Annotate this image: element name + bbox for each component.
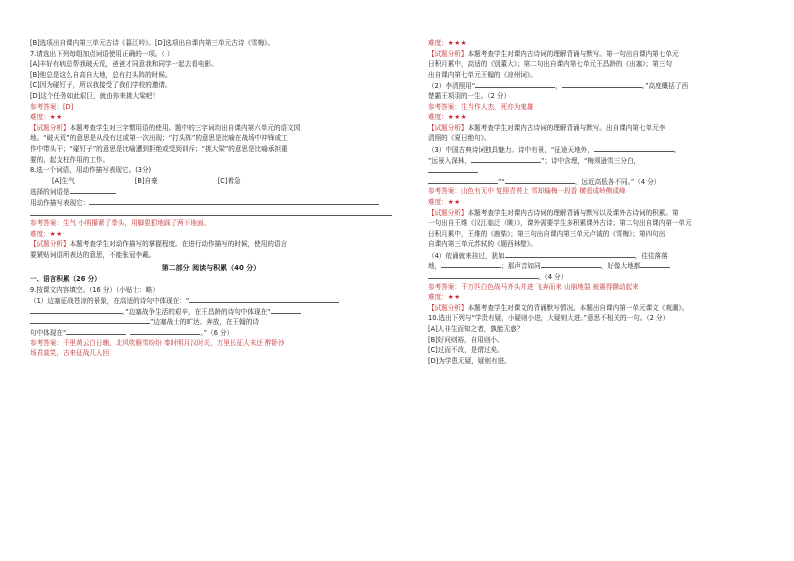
question-7: 7.请选出下列每组加点词语使用正确的一项。（ ） [30, 49, 174, 58]
analysis-3-line3: 日积月累中，王维的《鹿柴》；第三句出自课内第三单元卢钺的《雪梅》；第四句出 [428, 229, 666, 238]
q10-option-c: [C]过而不改，是谓过矣。 [428, 346, 504, 355]
question-9: 9.按课文内容填空。（16 分）（小贴士：略） [30, 285, 159, 294]
q9-part1: （1）边塞征战苍凉的景象，在高适的诗句中体现在：“ [30, 295, 392, 306]
analysis-2-line2: 清照的《夏日绝句》。 [428, 134, 491, 143]
analysis-3-line4: 自课内第三单元苏轼的《题西林壁》。 [428, 240, 537, 249]
section-one-heading: 一、语言积累（26 分） [30, 275, 101, 284]
answer-8: 参考答案：生气 小明攥紧了拳头，用脚狠狠地踩了两下地面。 [30, 219, 211, 228]
q9-part2-cont: 楚霸王项羽的一生。（2 分） [428, 91, 511, 100]
choice-line: 选择的词语是 [30, 186, 392, 197]
difficulty-2: 难度：★★★ [428, 113, 468, 122]
question-10: 10.选出下列与“学贵有疑，小疑则小进，大疑则大进。”意思不相关的一句。（2 分） [428, 314, 670, 323]
analysis-3-line2: 一句出自王维《汉江临泛（眺）》，课外需要学生多积累课外古诗；第二句出自课内第一单元 [428, 219, 692, 228]
q10-option-a: [A]人非生而知之者，孰能无惑？ [428, 325, 524, 334]
analysis-7-line4: 要的、起支柱作用的工作。 [30, 155, 110, 164]
difficulty-a: 难度：★★★ [428, 39, 468, 47]
q9-part4-cont: 地， ；那声音如同 ，好像大地都 [428, 260, 768, 271]
left-column [30, 38, 392, 359]
analysis-7-line1: 【试题分析】本题考查学生对三字惯用语的使用。题中的三字词均出自课内第六单元的语文园 [30, 123, 301, 132]
analysis-2-line1: 【试题分析】本题考查学生对课内古诗词的理解背诵与默写。出自课内第七单元李 [428, 123, 666, 132]
option-anxious: [C]着急 [217, 176, 241, 185]
analysis-8-line1: 【试题分析】本题考查学生对动作描写的掌握程度。在进行动作描写的时候，使用的语言 [30, 240, 288, 249]
analysis-a-line3: 出自课内第七单元王翰的《凉州词》。 [428, 70, 537, 79]
answer-4: 参考答案：千万匹白色战马齐头并进 飞奔而来 山崩地裂 被震得颤动起来 [428, 282, 639, 291]
analysis-8-line2: 要紧贴词语所表达的意思，不能张冠李戴。 [30, 250, 156, 259]
q9-part3-cont2: ”“ ，远近高低各不同。”（4 分） [428, 176, 768, 187]
answer-2: 参考答案：生当作人杰，死亦为鬼雄 [428, 102, 534, 111]
option-proud: [B]自豪 [134, 176, 158, 185]
option-d: [D]这个任务如此艰巨，就由你来挑大梁吧！ [30, 91, 159, 100]
question-8: 8.选一个词语，用动作描写表现它。(3分) [30, 166, 152, 175]
answer-7: 参考答案：[D] [30, 102, 74, 111]
answer-9-line2: 场君莫笑，古来征战几人回 [30, 349, 110, 358]
analysis-7-line2: 地。“破天荒”的意思是从没有过或第一次出现；“打头阵”的意思是比喻在战场中冲锋或工 [30, 134, 288, 143]
q9-part4: （4）依诵就来挂过，犹如 ，往往落落 [428, 251, 668, 260]
q9-part3: （3）中国古典诗词独具魅力。诗中有景，“征途天地外， 。 [428, 145, 681, 154]
option-anger: [A]生气 [52, 176, 75, 185]
option-c: [C]因为碰钉子，所以我接受了我们学校的邀请。 [30, 81, 172, 90]
prev-analysis-line: [B]选项出自课内第三单元古诗《暮江吟》。[D]选项出自课内第三单元古诗《雪梅》。 [30, 39, 275, 47]
answer-3: 参考答案：山色有无中 复照青苔上 雪却输梅一段香 横看成岭侧成峰 [428, 187, 626, 196]
option-b: [B]他总是这么自高自大地，总有打头阵的时候。 [30, 70, 172, 79]
right-column [428, 38, 768, 366]
q9-part3-blank [428, 165, 768, 176]
difficulty-7: 难度：★★ [30, 113, 63, 122]
analysis-7-line3: 作中带头干；“碰钉子”的意思是比喻遭到拒绝或受到训斥；“挑大梁”的意思是比喻承担重 [30, 144, 288, 153]
difficulty-3: 难度：★★ [428, 197, 461, 206]
analysis-4-line1: 【试题分析】本题考查学生对课文的背诵默写情况。本题出自课内第一单元课文《观潮》。 [428, 303, 689, 312]
write-line: 用动作描写表现它： [30, 197, 392, 208]
q9-part2: （2）李清照用“ ， 。”高度概括了西 [428, 82, 689, 91]
q9-part1-cont2: ”边塞战士的旷达、奔放，在王翰的诗 [30, 316, 392, 327]
answer-9-line1: 参考答案：千里黄云白日曛，北风吹雁雪纷纷 秦时明月汉时关，万里长征人未还 醉卧沙 [30, 338, 285, 347]
analysis-a-line2: 日积月累中，高适的《别董大》；第二句出自课内第七单元王昌龄的《出塞》；第三句 [428, 60, 672, 69]
analysis-a-line1: 【试题分析】本题考查学生对课内古诗词的理解背诵与默写。第一句出自课内第七单元 [428, 49, 679, 58]
difficulty-8: 难度：★★ [30, 229, 63, 238]
q9-part3-cont: ”远景入深林， ”；诗中含理，“梅须逊雪三分白， [428, 156, 641, 165]
analysis-3-line1: 【试题分析】本题考查学生对课内古诗词的理解背诵与默写以及课外古诗词的积累。第 [428, 208, 679, 217]
q10-option-b: [B]好问则裕，自用则小。 [428, 335, 504, 344]
q10-option-d: [D]为学患无疑，疑则有进。 [428, 356, 511, 365]
answer-blank-line [30, 208, 392, 219]
option-a: [A]丰好有病总帮我破天荒，爸爸才同意我和同学一起去看电影。 [30, 60, 218, 69]
q9-part1-cont: 。”边塞战争生活的艰辛，在王昌龄的诗句中体现在“ [30, 306, 392, 317]
q9-part1-cont3: 句中体现在“ 。”（6 分） [30, 329, 234, 338]
q9-part4-cont2: 。（4 分） [428, 271, 768, 282]
question-8-options [30, 176, 392, 187]
difficulty-4: 难度：★★ [428, 293, 461, 302]
part-two-heading: 第二部分 阅读与积累（40 分） [161, 264, 261, 273]
